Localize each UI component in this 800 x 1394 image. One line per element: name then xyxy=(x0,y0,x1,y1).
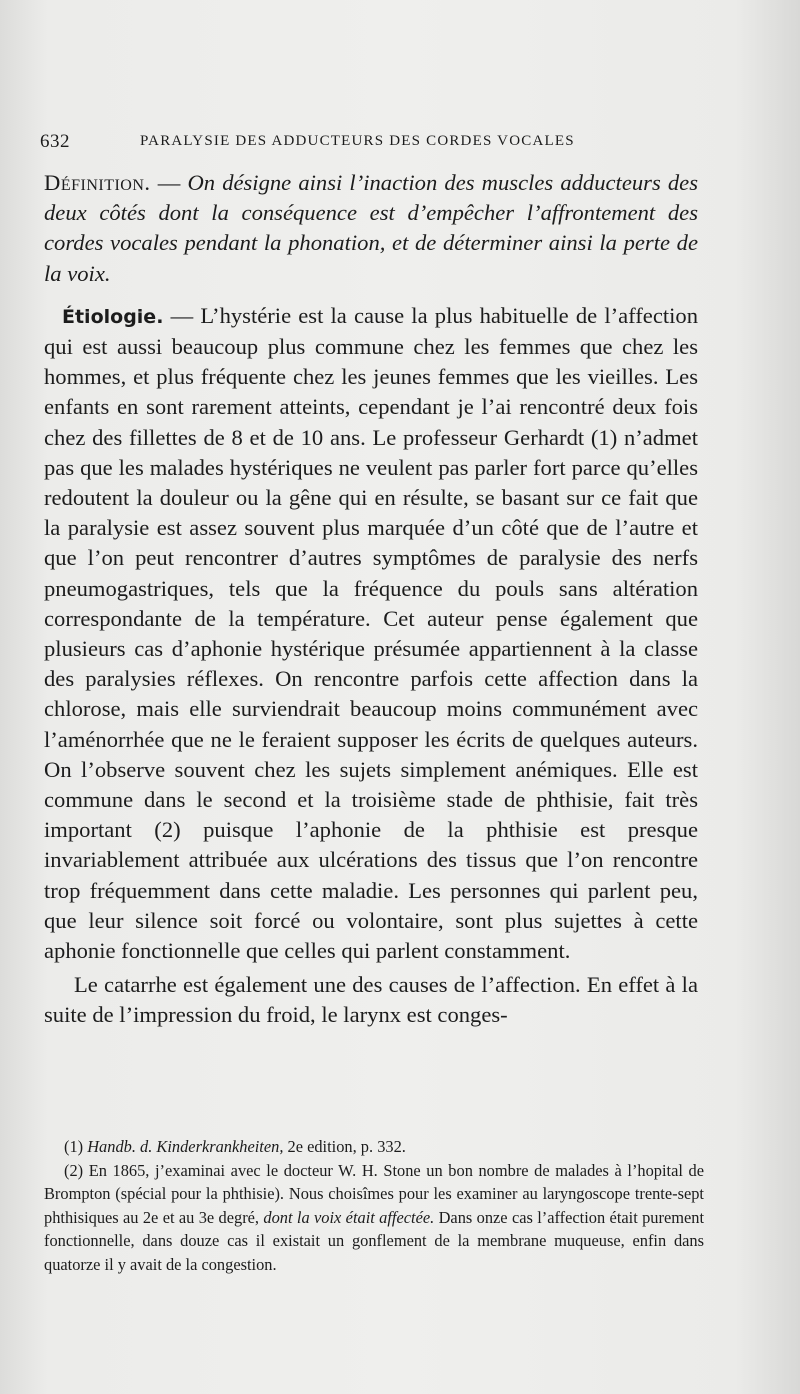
page-header xyxy=(40,131,700,155)
footnote-2-number: (2) xyxy=(64,1160,89,1180)
definition-heading: Définition. xyxy=(44,170,151,195)
definition-dash: — xyxy=(150,170,188,195)
footnote-1-text: 2e edition, p. 332. xyxy=(283,1137,406,1156)
body-text xyxy=(44,168,698,1031)
footnotes xyxy=(44,1135,704,1277)
footnote-2 xyxy=(44,1159,704,1277)
running-title: PARALYSIE DES ADDUCTEURS DES CORDES VOCALES xyxy=(140,133,575,149)
etiologie-text: — L’hystérie est la cause la plus habituelle de l’affection qui est aussi beaucoup plus commune chez les femmes que chez les hommes, et plus fréquente chez les jeunes femmes que les vieilles. Les enfants en sont rarement atteints, cependant je l’ai rencontré deux fois chez des fillettes de 8 et de 10 ans. Le professeur Gerhardt (1) n’admet pas que les malades hystériques ne veulent pas parler fort parce qu’elles redoutent la douleur ou la gêne qui en résulte, se basant sur ce fait que la paralysie est assez souvent plus marquée d’un côté que de l’autre et que l’on peut rencontrer d’autres symptômes de paralysie des nerfs pneumogastriques, tels que la fréquence du pouls sans altération correspondante de la température. Cet auteur pense également que plusieurs cas d’aphonie hystérique présumée appartiennent à la classe des paralysies réflexes. On rencontre parfois cette affection dans la chlorose, mais elle surviendrait beaucoup moins communément avec l’aménorrhée que ne le feraient supposer les écrits de quelques auteurs. On l’observe souvent chez les sujets simplement anémiques. Elle est commune dans le second et la troisième stade de phthisie, fait très important (2) puisque l’aphonie de la phthisie est presque invariablement attribuée aux ulcérations des tissus que l’on rencontre trop fréquemment dans cette maladie. Les personnes qui parlent peu, que leur silence soit forcé ou volontaire, sont plus sujettes à cette aphonie fonctionnelle que celles qui parlent constamment. xyxy=(44,302,698,964)
definition-text: On désigne ainsi l’inaction des muscles adducteurs des deux côtés dont la conséquence est d’empêcher l’affrontement des cordes vocales pendant la phonation, et de déterminer ainsi la perte de la voix. xyxy=(44,170,698,286)
footnote-2-italic: dont la voix était affectée. xyxy=(263,1207,435,1227)
page-number: 632 xyxy=(40,131,70,152)
etiologie-heading: Étiologie. xyxy=(62,305,164,328)
footnote-1-number: (1) xyxy=(64,1137,88,1156)
footnote-1 xyxy=(44,1135,704,1159)
catarrhe-text: Le catarrhe est également une des causes de l’affection. En effet à la suite de l’impression du froid, le larynx est conges- xyxy=(44,972,698,1028)
definition-paragraph xyxy=(44,168,698,289)
footnote-1-title: Handb. d. Kinderkrankheiten, xyxy=(87,1137,284,1156)
etiologie-paragraph xyxy=(44,301,698,966)
footnote-2-text-a: En 1865, j’examinai avec le docteur W. H. Stone un bon nombre de malades à l’hopital de Brompton (spécial pour la phthisie). Nous choisîmes pour les examiner au laryngoscope trente-sept phthisiques au 2e et au 3e degré, xyxy=(44,1160,704,1227)
footnote-2-text-b: Dans onze cas l’affection était purement fonctionnelle, dans douze cas il existait un gonflement de la membrane muqueuse, enfin dans quatorze il y avait de la congestion. xyxy=(44,1207,705,1274)
catarrhe-paragraph xyxy=(44,970,698,1030)
